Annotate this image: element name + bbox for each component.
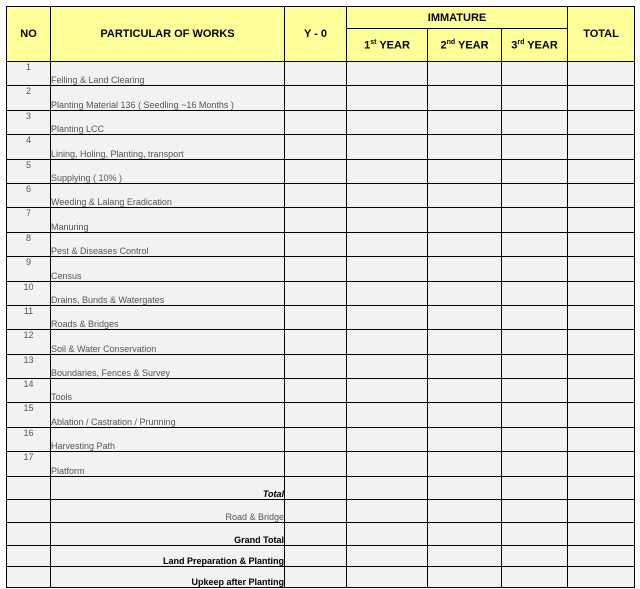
value-cell — [285, 499, 347, 522]
table-row — [7, 135, 635, 159]
work-description: Lining, Holing, Planting, transport — [51, 135, 285, 159]
value-cell — [285, 257, 347, 281]
value-cell — [285, 110, 347, 134]
year-3-sup: rd — [517, 38, 525, 46]
work-description: Boundaries, Fences & Survey — [51, 354, 285, 378]
footer-upkeep-label: Upkeep after Planting — [51, 566, 285, 587]
value-cell — [347, 305, 428, 329]
value-cell — [428, 232, 502, 256]
work-description: Drains, Bunds & Watergates — [51, 281, 285, 305]
value-cell — [502, 452, 568, 476]
value-cell — [347, 499, 428, 522]
row-number: 9 — [7, 257, 51, 281]
works-table — [6, 6, 635, 588]
work-description: Ablation / Castration / Prunning — [51, 403, 285, 427]
value-cell — [502, 208, 568, 232]
row-number: 6 — [7, 183, 51, 207]
header-y0: Y - 0 — [285, 7, 347, 62]
value-cell — [428, 452, 502, 476]
value-cell — [428, 330, 502, 354]
value-cell — [347, 403, 428, 427]
value-cell — [568, 452, 635, 476]
value-cell — [285, 183, 347, 207]
value-cell — [285, 208, 347, 232]
value-cell — [428, 257, 502, 281]
table-row — [7, 62, 635, 86]
value-cell — [568, 499, 635, 522]
value-cell — [568, 354, 635, 378]
value-cell — [428, 522, 502, 545]
work-description: Pest & Diseases Control — [51, 232, 285, 256]
value-cell — [568, 183, 635, 207]
value-cell — [502, 330, 568, 354]
value-cell — [347, 110, 428, 134]
row-number: 17 — [7, 452, 51, 476]
table-row — [7, 403, 635, 427]
value-cell — [502, 110, 568, 134]
value-cell — [285, 354, 347, 378]
value-cell — [347, 159, 428, 183]
value-cell — [347, 330, 428, 354]
value-cell — [347, 62, 428, 86]
value-cell — [502, 403, 568, 427]
year-3-num: 3 — [511, 39, 518, 52]
value-cell — [285, 452, 347, 476]
value-cell — [568, 427, 635, 451]
table-row — [7, 452, 635, 476]
value-cell — [568, 159, 635, 183]
value-cell — [428, 566, 502, 587]
work-description: Felling & Land Clearing — [51, 62, 285, 86]
value-cell — [428, 135, 502, 159]
value-cell — [568, 135, 635, 159]
value-cell — [347, 379, 428, 403]
value-cell — [502, 183, 568, 207]
value-cell — [568, 257, 635, 281]
value-cell — [347, 86, 428, 110]
work-description: Roads & Bridges — [51, 305, 285, 329]
value-cell — [568, 110, 635, 134]
footer-total-label: Total — [51, 476, 285, 499]
value-cell — [285, 330, 347, 354]
value-cell — [285, 476, 347, 499]
table-row — [7, 427, 635, 451]
work-description: Census — [51, 257, 285, 281]
table-row — [7, 354, 635, 378]
value-cell — [285, 159, 347, 183]
value-cell — [428, 354, 502, 378]
value-cell — [502, 305, 568, 329]
row-number: 3 — [7, 110, 51, 134]
table-row — [7, 86, 635, 110]
footer-no-cell — [7, 522, 51, 545]
work-description: Planting LCC — [51, 110, 285, 134]
value-cell — [568, 86, 635, 110]
row-number: 15 — [7, 403, 51, 427]
value-cell — [502, 379, 568, 403]
value-cell — [428, 62, 502, 86]
value-cell — [285, 305, 347, 329]
year-1-label: YEAR — [376, 39, 410, 52]
value-cell — [285, 545, 347, 566]
footer-row-land-prep — [7, 545, 635, 566]
value-cell — [428, 305, 502, 329]
value-cell — [502, 354, 568, 378]
value-cell — [502, 135, 568, 159]
value-cell — [502, 257, 568, 281]
value-cell — [428, 110, 502, 134]
table-row — [7, 183, 635, 207]
value-cell — [347, 545, 428, 566]
value-cell — [568, 62, 635, 86]
row-number: 11 — [7, 305, 51, 329]
row-number: 14 — [7, 379, 51, 403]
value-cell — [502, 545, 568, 566]
value-cell — [428, 208, 502, 232]
year-2-num: 2 — [440, 39, 447, 52]
footer-no-cell — [7, 545, 51, 566]
value-cell — [285, 62, 347, 86]
table-row — [7, 232, 635, 256]
row-number: 4 — [7, 135, 51, 159]
footer-no-cell — [7, 476, 51, 499]
work-description: Harvesting Path — [51, 427, 285, 451]
row-number: 7 — [7, 208, 51, 232]
row-number: 12 — [7, 330, 51, 354]
row-number: 8 — [7, 232, 51, 256]
header-total: TOTAL — [568, 7, 635, 62]
value-cell — [568, 522, 635, 545]
value-cell — [428, 86, 502, 110]
value-cell — [502, 232, 568, 256]
value-cell — [428, 159, 502, 183]
value-cell — [347, 452, 428, 476]
value-cell — [568, 566, 635, 587]
footer-grand-total-label: Grand Total — [51, 522, 285, 545]
table-row — [7, 159, 635, 183]
value-cell — [285, 86, 347, 110]
row-number: 1 — [7, 62, 51, 86]
header-year-1 — [347, 29, 428, 62]
header-year-2 — [428, 29, 502, 62]
value-cell — [347, 522, 428, 545]
footer-row-upkeep — [7, 566, 635, 587]
work-description: Tools — [51, 379, 285, 403]
footer-no-cell — [7, 499, 51, 522]
footer-row-total — [7, 476, 635, 499]
work-description: Planting Material 136 ( Seedling ~16 Months ) — [51, 86, 285, 110]
value-cell — [285, 566, 347, 587]
value-cell — [347, 281, 428, 305]
table-row — [7, 208, 635, 232]
year-2-label: YEAR — [455, 39, 489, 52]
value-cell — [568, 476, 635, 499]
value-cell — [502, 427, 568, 451]
value-cell — [502, 499, 568, 522]
footer-no-cell — [7, 566, 51, 587]
footer-road-bridge-label: Road & Bridge — [51, 499, 285, 522]
value-cell — [347, 257, 428, 281]
value-cell — [568, 379, 635, 403]
footer-row-road-bridge — [7, 499, 635, 522]
value-cell — [347, 354, 428, 378]
row-number: 10 — [7, 281, 51, 305]
value-cell — [502, 86, 568, 110]
value-cell — [285, 281, 347, 305]
value-cell — [428, 183, 502, 207]
table-row — [7, 257, 635, 281]
table-row — [7, 305, 635, 329]
value-cell — [502, 522, 568, 545]
value-cell — [428, 379, 502, 403]
value-cell — [285, 403, 347, 427]
value-cell — [285, 427, 347, 451]
value-cell — [347, 232, 428, 256]
value-cell — [428, 403, 502, 427]
value-cell — [502, 159, 568, 183]
table-row — [7, 330, 635, 354]
row-number: 5 — [7, 159, 51, 183]
work-description: Weeding & Lalang Eradication — [51, 183, 285, 207]
value-cell — [347, 183, 428, 207]
header-year-3 — [502, 29, 568, 62]
header-no: NO — [7, 7, 51, 62]
value-cell — [502, 281, 568, 305]
value-cell — [285, 379, 347, 403]
value-cell — [428, 499, 502, 522]
value-cell — [568, 403, 635, 427]
value-cell — [502, 62, 568, 86]
work-description: Manuring — [51, 208, 285, 232]
value-cell — [428, 281, 502, 305]
value-cell — [285, 522, 347, 545]
work-rows — [7, 62, 635, 477]
value-cell — [568, 232, 635, 256]
value-cell — [428, 476, 502, 499]
value-cell — [568, 305, 635, 329]
value-cell — [285, 232, 347, 256]
table-row — [7, 281, 635, 305]
header-particular-of-works: PARTICULAR OF WORKS — [51, 7, 285, 62]
value-cell — [347, 427, 428, 451]
value-cell — [502, 566, 568, 587]
value-cell — [428, 427, 502, 451]
value-cell — [347, 566, 428, 587]
value-cell — [285, 135, 347, 159]
work-description: Soil & Water Conservation — [51, 330, 285, 354]
year-2-sup: nd — [446, 38, 456, 46]
footer-land-prep-label: Land Preparation & Planting — [51, 545, 285, 566]
row-number: 2 — [7, 86, 51, 110]
footer-rows — [7, 476, 635, 587]
value-cell — [568, 545, 635, 566]
year-1-num: 1 — [364, 39, 371, 52]
value-cell — [502, 476, 568, 499]
value-cell — [428, 545, 502, 566]
work-description: Supplying ( 10% ) — [51, 159, 285, 183]
header-immature: IMMATURE — [347, 7, 568, 29]
value-cell — [347, 476, 428, 499]
row-number: 13 — [7, 354, 51, 378]
table-row — [7, 110, 635, 134]
value-cell — [347, 135, 428, 159]
footer-row-grand-total — [7, 522, 635, 545]
work-description: Platform — [51, 452, 285, 476]
row-number: 16 — [7, 427, 51, 451]
year-1-sup: st — [370, 38, 377, 46]
value-cell — [568, 208, 635, 232]
value-cell — [568, 330, 635, 354]
year-3-label: YEAR — [524, 39, 558, 52]
table-row — [7, 379, 635, 403]
value-cell — [568, 281, 635, 305]
value-cell — [347, 208, 428, 232]
